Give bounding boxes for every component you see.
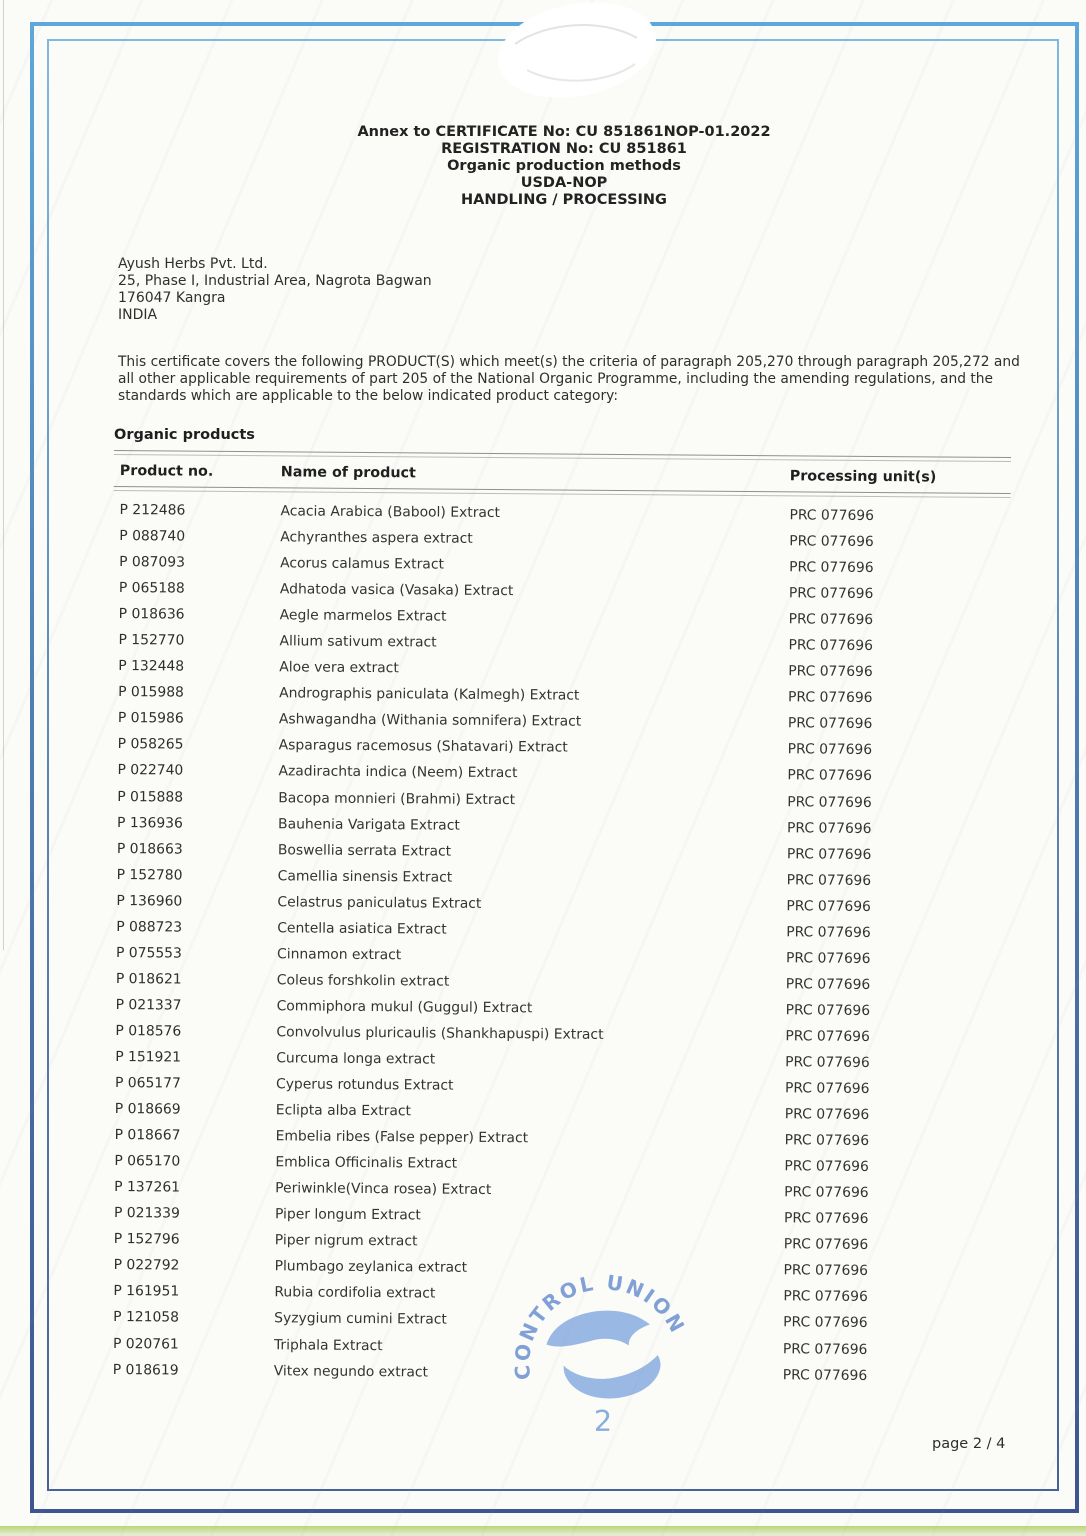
processing-unit: PRC 077696 [785, 1028, 870, 1045]
product-name: Piper nigrum extract [274, 1232, 418, 1250]
product-no: P 018576 [115, 1022, 182, 1040]
product-name: Convolvulus pluricaulis (Shankhapuspi) Extract [276, 1024, 604, 1043]
product-no: P 018663 [116, 840, 183, 858]
product-no: P 136960 [116, 892, 183, 910]
processing-unit: PRC 077696 [783, 1236, 869, 1254]
product-name: Rubia cordifolia extract [274, 1284, 436, 1302]
product-name: Commiphora mukul (Guggul) Extract [276, 998, 533, 1017]
product-no: P 021339 [113, 1205, 180, 1222]
processing-unit: PRC 077696 [784, 1184, 869, 1202]
processing-unit: PRC 077696 [786, 871, 872, 889]
processing-unit: PRC 077696 [789, 559, 874, 577]
operator-city: 176047 Kangra [118, 290, 226, 306]
product-name: Vitex negundo extract [273, 1362, 429, 1381]
product-no: P 022792 [113, 1257, 180, 1274]
product-no: P 137261 [114, 1179, 181, 1196]
product-no: P 015986 [117, 710, 184, 727]
product-table [107, 450, 1011, 1390]
processing-unit: PRC 077696 [784, 1106, 870, 1124]
product-name: Cyperus rotundus Extract [275, 1076, 454, 1094]
product-no: P 015988 [118, 684, 184, 701]
processing-unit: PRC 077696 [788, 663, 873, 681]
product-name: Cinnamon extract [276, 946, 402, 964]
certificate-title-block [118, 124, 1010, 209]
product-no: P 087093 [119, 554, 186, 571]
product-name: Allium sativum extract [279, 633, 437, 651]
processing-unit: PRC 077696 [788, 611, 874, 629]
product-no: P 022740 [117, 762, 184, 780]
product-name: Eclipta alba Extract [275, 1102, 412, 1120]
operator-street: 25, Phase I, Industrial Area, Nagrota Bagwan [118, 273, 432, 289]
processing-unit: PRC 077696 [782, 1366, 868, 1384]
processing-unit: PRC 077696 [788, 585, 874, 603]
product-no: P 161951 [113, 1283, 180, 1300]
processing-unit: PRC 077696 [785, 1054, 870, 1071]
stamp-page-number: 2 [593, 1403, 613, 1438]
product-no: P 018667 [114, 1127, 181, 1144]
control-union-stamp-icon [512, 1266, 694, 1448]
product-no: P 121058 [113, 1309, 180, 1327]
processing-unit: PRC 077696 [786, 819, 872, 837]
product-no: P 018619 [112, 1361, 179, 1379]
processing-unit: PRC 077696 [786, 845, 872, 863]
column-header-product-name: Name of product [280, 464, 416, 482]
column-header-processing-unit: Processing unit(s) [789, 468, 937, 486]
product-name: Boswellia serrata Extract [277, 841, 452, 860]
product-no: P 018621 [115, 970, 182, 988]
title-line-standard: USDA-NOP [520, 175, 608, 191]
processing-unit: PRC 077696 [788, 637, 874, 655]
product-name: Triphala Extract [273, 1336, 383, 1354]
product-name: Piper longum Extract [274, 1206, 421, 1224]
processing-unit: PRC 077696 [785, 976, 871, 993]
product-name: Azadirachta indica (Neem) Extract [278, 763, 518, 782]
product-no: P 132448 [118, 658, 185, 675]
product-name: Centella asiatica Extract [277, 920, 447, 938]
product-name: Adhatoda vasica (Vasaka) Extract [279, 581, 514, 600]
product-no: P 020761 [112, 1335, 179, 1353]
processing-unit: PRC 077696 [789, 507, 875, 524]
product-name: Acacia Arabica (Babool) Extract [280, 503, 501, 522]
stamp-wave-lower [564, 1355, 661, 1398]
product-no: P 065188 [118, 580, 185, 597]
processing-unit: PRC 077696 [783, 1288, 868, 1306]
product-no: P 152780 [116, 866, 183, 884]
product-no: P 018669 [114, 1101, 181, 1118]
product-name: Acorus calamus Extract [280, 555, 445, 573]
product-name: Periwinkle(Vinca rosea) Extract [275, 1180, 492, 1199]
processing-unit: PRC 077696 [783, 1262, 869, 1280]
processing-unit: PRC 077696 [782, 1340, 868, 1358]
product-no: P 212486 [119, 502, 186, 519]
product-table-rows [107, 497, 1011, 1390]
scan-edge-line [3, 0, 4, 950]
product-name: Achyranthes aspera extract [280, 529, 473, 547]
certificate-intro-paragraph: This certificate covers the following PRODUCT(S) which meet(s) the criteria of paragraph 205,270 through paragraph 205,272 and all other applicable requirements of part 205 of the National Organic Programme, including the amending regulations, and the standards which are applicable to the below indicated product category: [118, 354, 1020, 404]
product-name: Bauhenia Varigata Extract [278, 815, 460, 834]
control-union-stamp [512, 1266, 694, 1448]
title-line-method: Organic production methods [447, 158, 681, 174]
product-no: P 015888 [117, 788, 184, 806]
product-no: P 075553 [115, 944, 182, 962]
operator-address-block [118, 256, 432, 324]
processing-unit: PRC 077696 [787, 715, 873, 733]
processing-unit: PRC 077696 [784, 1080, 870, 1097]
product-no: P 021337 [115, 996, 182, 1014]
product-name: Bacopa monnieri (Brahmi) Extract [278, 789, 516, 808]
product-no: P 058265 [117, 736, 184, 753]
section-title-organic-products: Organic products [114, 427, 255, 443]
processing-unit: PRC 077696 [787, 793, 872, 811]
page-number-label: page 2 / 4 [932, 1436, 1006, 1452]
product-name: Ashwagandha (Withania somnifera) Extract [278, 711, 582, 731]
stamp-wave-upper [546, 1311, 649, 1347]
scan-fold-lines-icon [497, 4, 657, 96]
processing-unit: PRC 077696 [785, 950, 871, 967]
product-name: Andrographis paniculata (Kalmegh) Extract [279, 685, 580, 705]
title-line-registration: REGISTRATION No: CU 851861 [441, 141, 687, 157]
product-no: P 152796 [113, 1231, 180, 1248]
product-no: P 065177 [114, 1075, 181, 1092]
processing-unit: PRC 077696 [787, 767, 873, 785]
operator-country: INDIA [118, 307, 158, 323]
processing-unit: PRC 077696 [786, 898, 871, 915]
product-name: Aloe vera extract [279, 659, 399, 677]
scan-fold-artifact [497, 4, 657, 96]
product-name: Syzygium cumini Extract [274, 1310, 447, 1329]
processing-unit: PRC 077696 [784, 1158, 869, 1176]
product-no: P 152770 [118, 632, 185, 649]
product-name: Plumbago zeylanica extract [274, 1258, 468, 1277]
processing-unit: PRC 077696 [788, 689, 873, 707]
product-no: P 065170 [114, 1153, 181, 1170]
product-no: P 136936 [117, 814, 183, 832]
product-no: P 151921 [115, 1049, 182, 1066]
processing-unit: PRC 077696 [785, 1002, 871, 1019]
stamp-arc-text: CONTROL UNION [512, 1270, 691, 1381]
product-name: Coleus forshkolin extract [276, 972, 450, 990]
product-name: Embelia ribes (False pepper) Extract [275, 1128, 529, 1147]
processing-unit: PRC 077696 [786, 924, 871, 941]
product-name: Celastrus paniculatus Extract [277, 894, 482, 912]
product-no: P 018636 [118, 606, 185, 623]
product-name: Emblica Officinalis Extract [275, 1154, 458, 1172]
processing-unit: PRC 077696 [787, 741, 873, 759]
processing-unit: PRC 077696 [784, 1132, 870, 1150]
product-name: Aegle marmelos Extract [279, 607, 447, 625]
processing-unit: PRC 077696 [783, 1314, 868, 1332]
operator-name: Ayush Herbs Pvt. Ltd. [118, 256, 268, 272]
title-line-annex: Annex to CERTIFICATE No: CU 851861NOP-01.2022 [357, 124, 771, 140]
processing-unit: PRC 077696 [789, 533, 874, 551]
title-line-scope: HANDLING / PROCESSING [461, 192, 667, 208]
processing-unit: PRC 077696 [783, 1210, 869, 1228]
column-header-product-no: Product no. [119, 463, 214, 480]
product-name: Camellia sinensis Extract [277, 867, 453, 886]
product-no: P 088740 [119, 528, 186, 545]
product-no: P 088723 [116, 918, 183, 936]
scan-bottom-strip [0, 1526, 1086, 1536]
product-name: Curcuma longa extract [276, 1050, 436, 1068]
product-name: Asparagus racemosus (Shatavari) Extract [278, 737, 568, 757]
